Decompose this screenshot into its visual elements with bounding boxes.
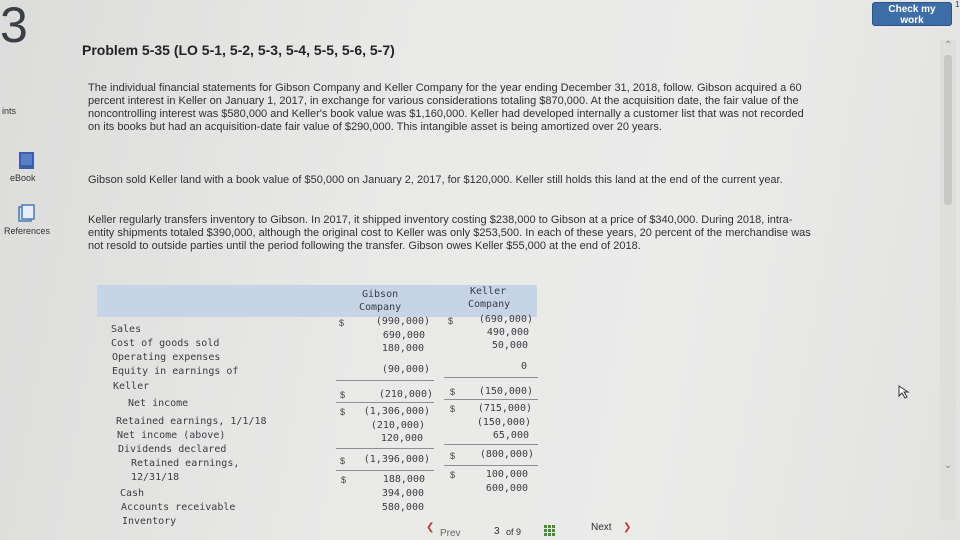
gibson-cogs: 690,000	[382, 330, 425, 341]
page-of: of 9	[506, 527, 522, 537]
ebook-link[interactable]: eBook	[10, 173, 36, 183]
header-keller-2: Company	[468, 299, 511, 310]
gibson-re-end: (1,396,000)	[363, 454, 430, 465]
gibson-re-begin: (1,306,000)	[363, 406, 430, 417]
gibson-ni-above: (210,000)	[370, 420, 425, 431]
page-current: 3	[494, 526, 500, 537]
rule	[444, 444, 538, 445]
scrollbar-thumb[interactable]	[944, 55, 952, 205]
references-icon[interactable]	[17, 204, 37, 224]
next-button[interactable]: Next	[591, 522, 612, 533]
points-label: ints	[2, 106, 17, 116]
dollar-sign: $	[450, 470, 456, 480]
dollar-sign: $	[450, 451, 456, 461]
keller-cogs: 490,000	[486, 327, 529, 338]
dollar-sign: $	[450, 387, 456, 397]
rule	[336, 402, 434, 403]
gibson-opex: 180,000	[381, 343, 424, 354]
check-my-work-button[interactable]: Check my work	[872, 2, 952, 26]
keller-net-income: (150,000)	[478, 386, 533, 397]
grid-view-icon[interactable]	[544, 525, 556, 537]
references-link[interactable]: References	[4, 226, 51, 236]
label-cash: Cash	[120, 488, 145, 499]
keller-re-end: (800,000)	[479, 449, 534, 460]
land-sale-paragraph: Gibson sold Keller land with a book value of $50,000 on January 2, 2017, for $120,000. Keller still holds this land at the end of the current year.	[88, 174, 783, 186]
dollar-sign: $	[450, 404, 456, 414]
intro-paragraph: The individual financial statements for Gibson Company and Keller Company for the year ending December 31, 2018, follow. Gibson acquired a 60 percent interest in Keller on January 1, 2017, in exchange for various considerations totaling $870,000. At the acquisition date, the fair value of the noncontrolling interest was $580,000 and Keller's book value was $1,160,000. Keller had developed internally a customer list that was not recorded on its books but had an acquisition-date fair value of $290,000. This intangible asset is being amortized over 20 years.	[88, 82, 804, 133]
gibson-equity: (90,000)	[381, 364, 430, 375]
gibson-ar: 394,000	[381, 488, 424, 499]
label-equity-2: Keller	[113, 381, 150, 392]
dollar-sign: $	[339, 318, 345, 328]
label-inventory: Inventory	[122, 516, 177, 527]
gibson-net-income: (210,000)	[378, 389, 433, 400]
dollar-sign: $	[340, 407, 346, 417]
next-chevron-icon[interactable]: ❯	[623, 522, 632, 533]
label-equity-1: Equity in earnings of	[112, 366, 239, 377]
header-keller-1: Keller	[470, 286, 507, 297]
header-gibson-2: Company	[359, 302, 402, 313]
gibson-sales: (990,000)	[375, 316, 430, 327]
rule	[444, 399, 538, 400]
dollar-sign: $	[340, 390, 346, 400]
label-net-income: Net income	[128, 398, 189, 409]
header-gibson-1: Gibson	[362, 289, 399, 300]
prev-button[interactable]: Prev	[440, 528, 461, 539]
rule	[336, 470, 434, 471]
label-re-begin: Retained earnings, 1/1/18	[116, 416, 267, 427]
inventory-transfer-paragraph: Keller regularly transfers inventory to Gibson. In 2017, it shipped inventory costing $238,000 to Gibson at a price of $340,000. During 2018, intra-entity shipments totaled $390,000, although the original cost to Keller was only $253,500. In each of these years, 20 percent of the merchandise was not resold to outside parties until the period following the transfer. Gibson owes Keller $55,000 at the end of 2018.	[88, 214, 811, 252]
keller-opex: 50,000	[491, 340, 528, 351]
keller-ni-above: (150,000)	[476, 417, 531, 428]
dollar-sign: $	[341, 475, 347, 485]
mouse-cursor-icon	[898, 385, 910, 399]
gibson-inventory: 580,000	[381, 502, 424, 513]
keller-ar: 600,000	[485, 483, 528, 494]
keller-dividends: 65,000	[492, 430, 529, 441]
gibson-cash: 188,000	[382, 474, 425, 485]
check-count-badge: 1	[955, 0, 960, 9]
prev-chevron-icon[interactable]: ❮	[426, 522, 435, 533]
keller-equity: 0	[520, 361, 527, 372]
label-re-end-2: 12/31/18	[131, 472, 180, 483]
question-number: 3	[0, 0, 28, 53]
ebook-icon[interactable]	[17, 151, 37, 171]
dollar-sign: $	[448, 316, 454, 326]
rule	[444, 377, 538, 378]
keller-cash: 100,000	[485, 469, 528, 480]
label-sales: Sales	[111, 324, 142, 335]
label-opex: Operating expenses	[112, 352, 221, 363]
label-dividends: Dividends declared	[118, 444, 227, 455]
rule	[444, 465, 538, 466]
label-re-end-1: Retained earnings,	[131, 458, 240, 469]
label-ar: Accounts receivable	[121, 502, 236, 513]
label-ni-above: Net income (above)	[117, 430, 226, 441]
problem-title: Problem 5-35 (LO 5-1, 5-2, 5-3, 5-4, 5-5, 5-6, 5-7)	[82, 42, 395, 58]
rule	[336, 448, 434, 449]
scroll-down-icon[interactable]: ⌄	[944, 460, 953, 471]
keller-re-begin: (715,000)	[477, 403, 532, 414]
rule	[336, 380, 434, 381]
label-cogs: Cost of goods sold	[111, 338, 220, 349]
keller-sales: (690,000)	[478, 314, 533, 325]
gibson-dividends: 120,000	[380, 433, 423, 444]
dollar-sign: $	[340, 456, 346, 466]
scroll-up-icon[interactable]: ⌃	[944, 40, 953, 51]
